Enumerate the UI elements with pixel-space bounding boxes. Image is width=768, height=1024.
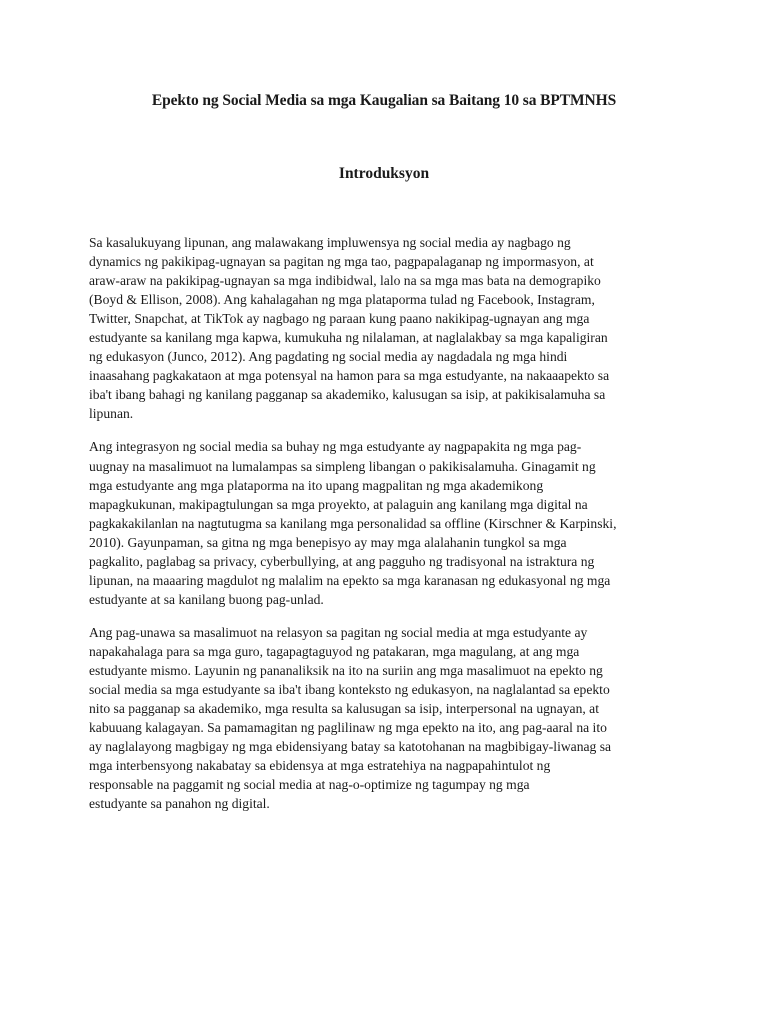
text-line: mga estudyante ang mga plataporma na ito upang magpalitan ng mga akademikong: [89, 477, 544, 493]
paragraph-1: [89, 233, 684, 423]
text-line: kabuuang kalagayan. Sa pamamagitan ng paglilinaw ng mga epekto na ito, ang pag-aaral na ito: [89, 720, 607, 736]
text-line: inaasahang pagkakataon at mga potensyal na hamon para sa mga estudyante, na nakaaapekto sa: [89, 368, 610, 384]
text-line: ay naglalayong magbigay ng mga ebidensiyang batay sa katotohanan na magbibigay-liwanag sa: [89, 739, 612, 755]
text-line: estudyante sa kanilang mga kapwa, kumukuha ng nilalaman, at naglalakbay sa mga kapaligiran: [89, 330, 608, 346]
paragraph-3: [89, 623, 684, 813]
document-body: [89, 233, 684, 827]
text-line: Ang integrasyon ng social media sa buhay ng mga estudyante ay nagpapakita ng mga pag-: [89, 439, 582, 455]
text-line: estudyante at sa kanilang buong pag-unlad.: [89, 591, 324, 607]
text-line: responsable na paggamit ng social media at nag-o-optimize ng tagumpay ng mga: [89, 777, 530, 793]
section-heading: Introduksyon: [338, 165, 430, 182]
text-line: estudyante sa panahon ng digital.: [89, 796, 270, 812]
text-line: mga interbensyong nakabatay sa ebidensya at mga estratehiya na nagpapahintulot ng: [89, 758, 551, 774]
paragraph-2: [89, 437, 684, 608]
text-line: iba't ibang bahagi ng kanilang pagganap sa akademiko, kalusugan sa isip, at pakikisalamuha sa: [89, 387, 606, 403]
text-line: estudyante mismo. Layunin ng pananaliksik na ito na suriin ang mga masalimuot na epekto ng: [89, 662, 603, 678]
text-line: nito sa pagganap sa akademiko, mga resulta sa kalusugan sa isip, interpersonal na ugnayan, at: [89, 701, 599, 717]
document-title: Epekto ng Social Media sa mga Kaugalian sa Baitang 10 sa BPTMNHS: [151, 92, 617, 109]
text-line: (Boyd & Ellison, 2008). Ang kahalagahan ng mga plataporma tulad ng Facebook, Instagram,: [89, 292, 595, 308]
text-line: 2010). Gayunpaman, sa gitna ng mga benepisyo ay may mga alalahanin tungkol sa mga: [89, 534, 567, 550]
text-line: dynamics ng pakikipag-ugnayan sa pagitan ng mga tao, pagpapalaganap ng impormasyon, at: [89, 254, 594, 270]
text-line: social media sa mga estudyante sa iba't ibang konteksto ng edukasyon, na naglalantad sa epekto: [89, 682, 610, 698]
text-line: uugnay na masalimuot na lumalampas sa simpleng libangan o pakikisalamuha. Ginagamit ng: [89, 458, 596, 474]
text-line: pagkakakilanlan na nagtutugma sa kanilang mga personalidad sa offline (Kirschner & Karpinski,: [89, 515, 617, 531]
text-line: araw-araw na pakikipag-ugnayan sa mga indibidwal, lalo na sa mga mas bata na demograpiko: [89, 273, 601, 289]
text-line: lipunan, na maaaring magdulot ng malalim na epekto sa mga karanasan ng edukasyonal ng mga: [89, 572, 611, 588]
text-line: lipunan.: [89, 406, 134, 422]
text-line: Twitter, Snapchat, at TikTok ay nagbago ng paraan kung paano nakikipag-ugnayan ang mga: [89, 311, 590, 327]
text-line: napakahalaga para sa mga guro, tagapagtaguyod ng patakaran, mga magulang, at ang mga: [89, 643, 580, 659]
text-line: mapagkukunan, makipagtulungan sa mga proyekto, at palaguin ang kanilang mga digital na: [89, 496, 588, 512]
text-line: Sa kasalukuyang lipunan, ang malawakang impluwensya ng social media ay nagbago ng: [89, 235, 571, 250]
text-line: Ang pag-unawa sa masalimuot na relasyon sa pagitan ng social media at mga estudyante ay: [89, 624, 588, 640]
text-line: ng edukasyon (Junco, 2012). Ang pagdating ng social media ay nagdadala ng mga hindi: [89, 349, 568, 365]
text-line: pagkalito, paglabag sa privacy, cyberbullying, at ang pagguho ng tradisyonal na istraktura ng: [89, 553, 595, 569]
